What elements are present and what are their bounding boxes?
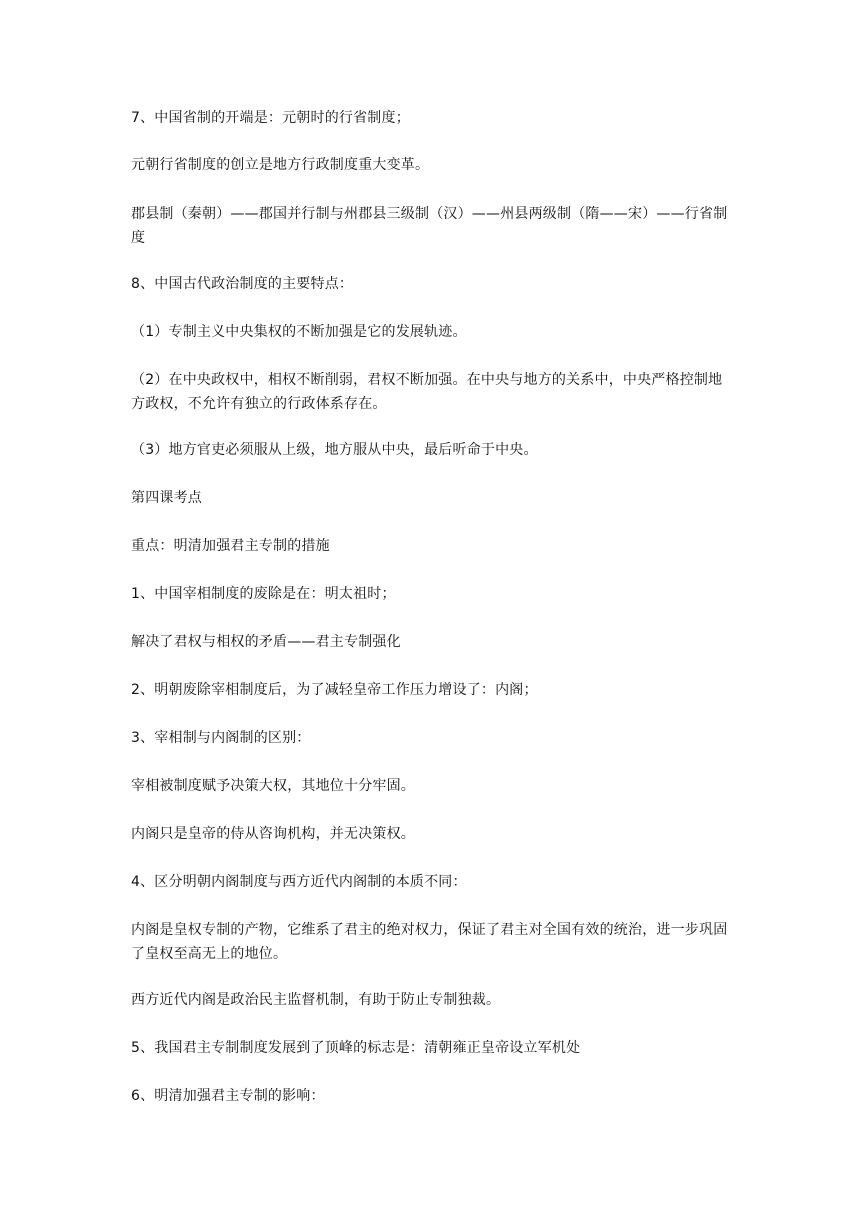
paragraph-province-reform: 元朝行省制度的创立是地方行政制度重大变革。 bbox=[131, 157, 430, 173]
paragraph-point-2: 2、明朝废除宰相制度后，为了减轻皇帝工作压力增设了：内阁； bbox=[131, 682, 538, 698]
paragraph-point-6: 6、明清加强君主专制的影响： bbox=[131, 1088, 325, 1104]
paragraph-western-cabinet: 西方近代内阁是政治民主监督机制，有助于防止专制独裁。 bbox=[131, 992, 501, 1008]
paragraph-point-4: 4、区分明朝内阁制度与西方近代内阁制的本质不同： bbox=[131, 874, 467, 890]
paragraph-feature-2: （2）在中央政权中，相权不断削弱，君权不断加强。在中央与地方的关系中，中央严格控制地方政权，不允许有独立的行政体系存在。 bbox=[131, 372, 723, 412]
paragraph-conflict-resolved: 解决了君权与相权的矛盾——君主专制强化 bbox=[131, 634, 401, 650]
paragraph-cabinet-absolutism: 内阁是皇权专制的产物，它维系了君主的绝对权力，保证了君主对全国有效的统治，进一步巩固了皇权至高无上的地位。 bbox=[131, 922, 728, 962]
paragraph-feature-3: （3）地方官吏必须服从上级，地方服从中央，最后听命于中央。 bbox=[131, 442, 538, 458]
paragraph-cabinet-role: 内阁只是皇帝的侍从咨询机构，并无决策权。 bbox=[131, 826, 415, 842]
paragraph-chancellor-power: 宰相被制度赋予决策大权，其地位十分牢固。 bbox=[131, 778, 415, 794]
paragraph-local-system-evolution: 郡县制（秦朝）——郡国并行制与州郡县三级制（汉）——州县两级制（隋——宋）——行省制度 bbox=[131, 206, 728, 246]
section-heading-lesson-4: 第四课考点 bbox=[131, 490, 202, 506]
paragraph-feature-1: （1）专制主义中央集权的不断加强是它的发展轨迹。 bbox=[131, 324, 467, 340]
paragraph-point-1: 1、中国宰相制度的废除是在：明太祖时； bbox=[131, 586, 396, 602]
paragraph-point-5: 5、我国君主专制制度发展到了顶峰的标志是：清朝雍正皇帝设立军机处 bbox=[131, 1040, 581, 1056]
paragraph-point-3: 3、宰相制与内阁制的区别： bbox=[131, 730, 311, 746]
paragraph-point-8: 8、中国古代政治制度的主要特点： bbox=[131, 276, 354, 292]
paragraph-key-point: 重点：明清加强君主专制的措施 bbox=[131, 538, 330, 554]
paragraph-point-7: 7、中国省制的开端是：元朝时的行省制度； bbox=[131, 110, 410, 126]
